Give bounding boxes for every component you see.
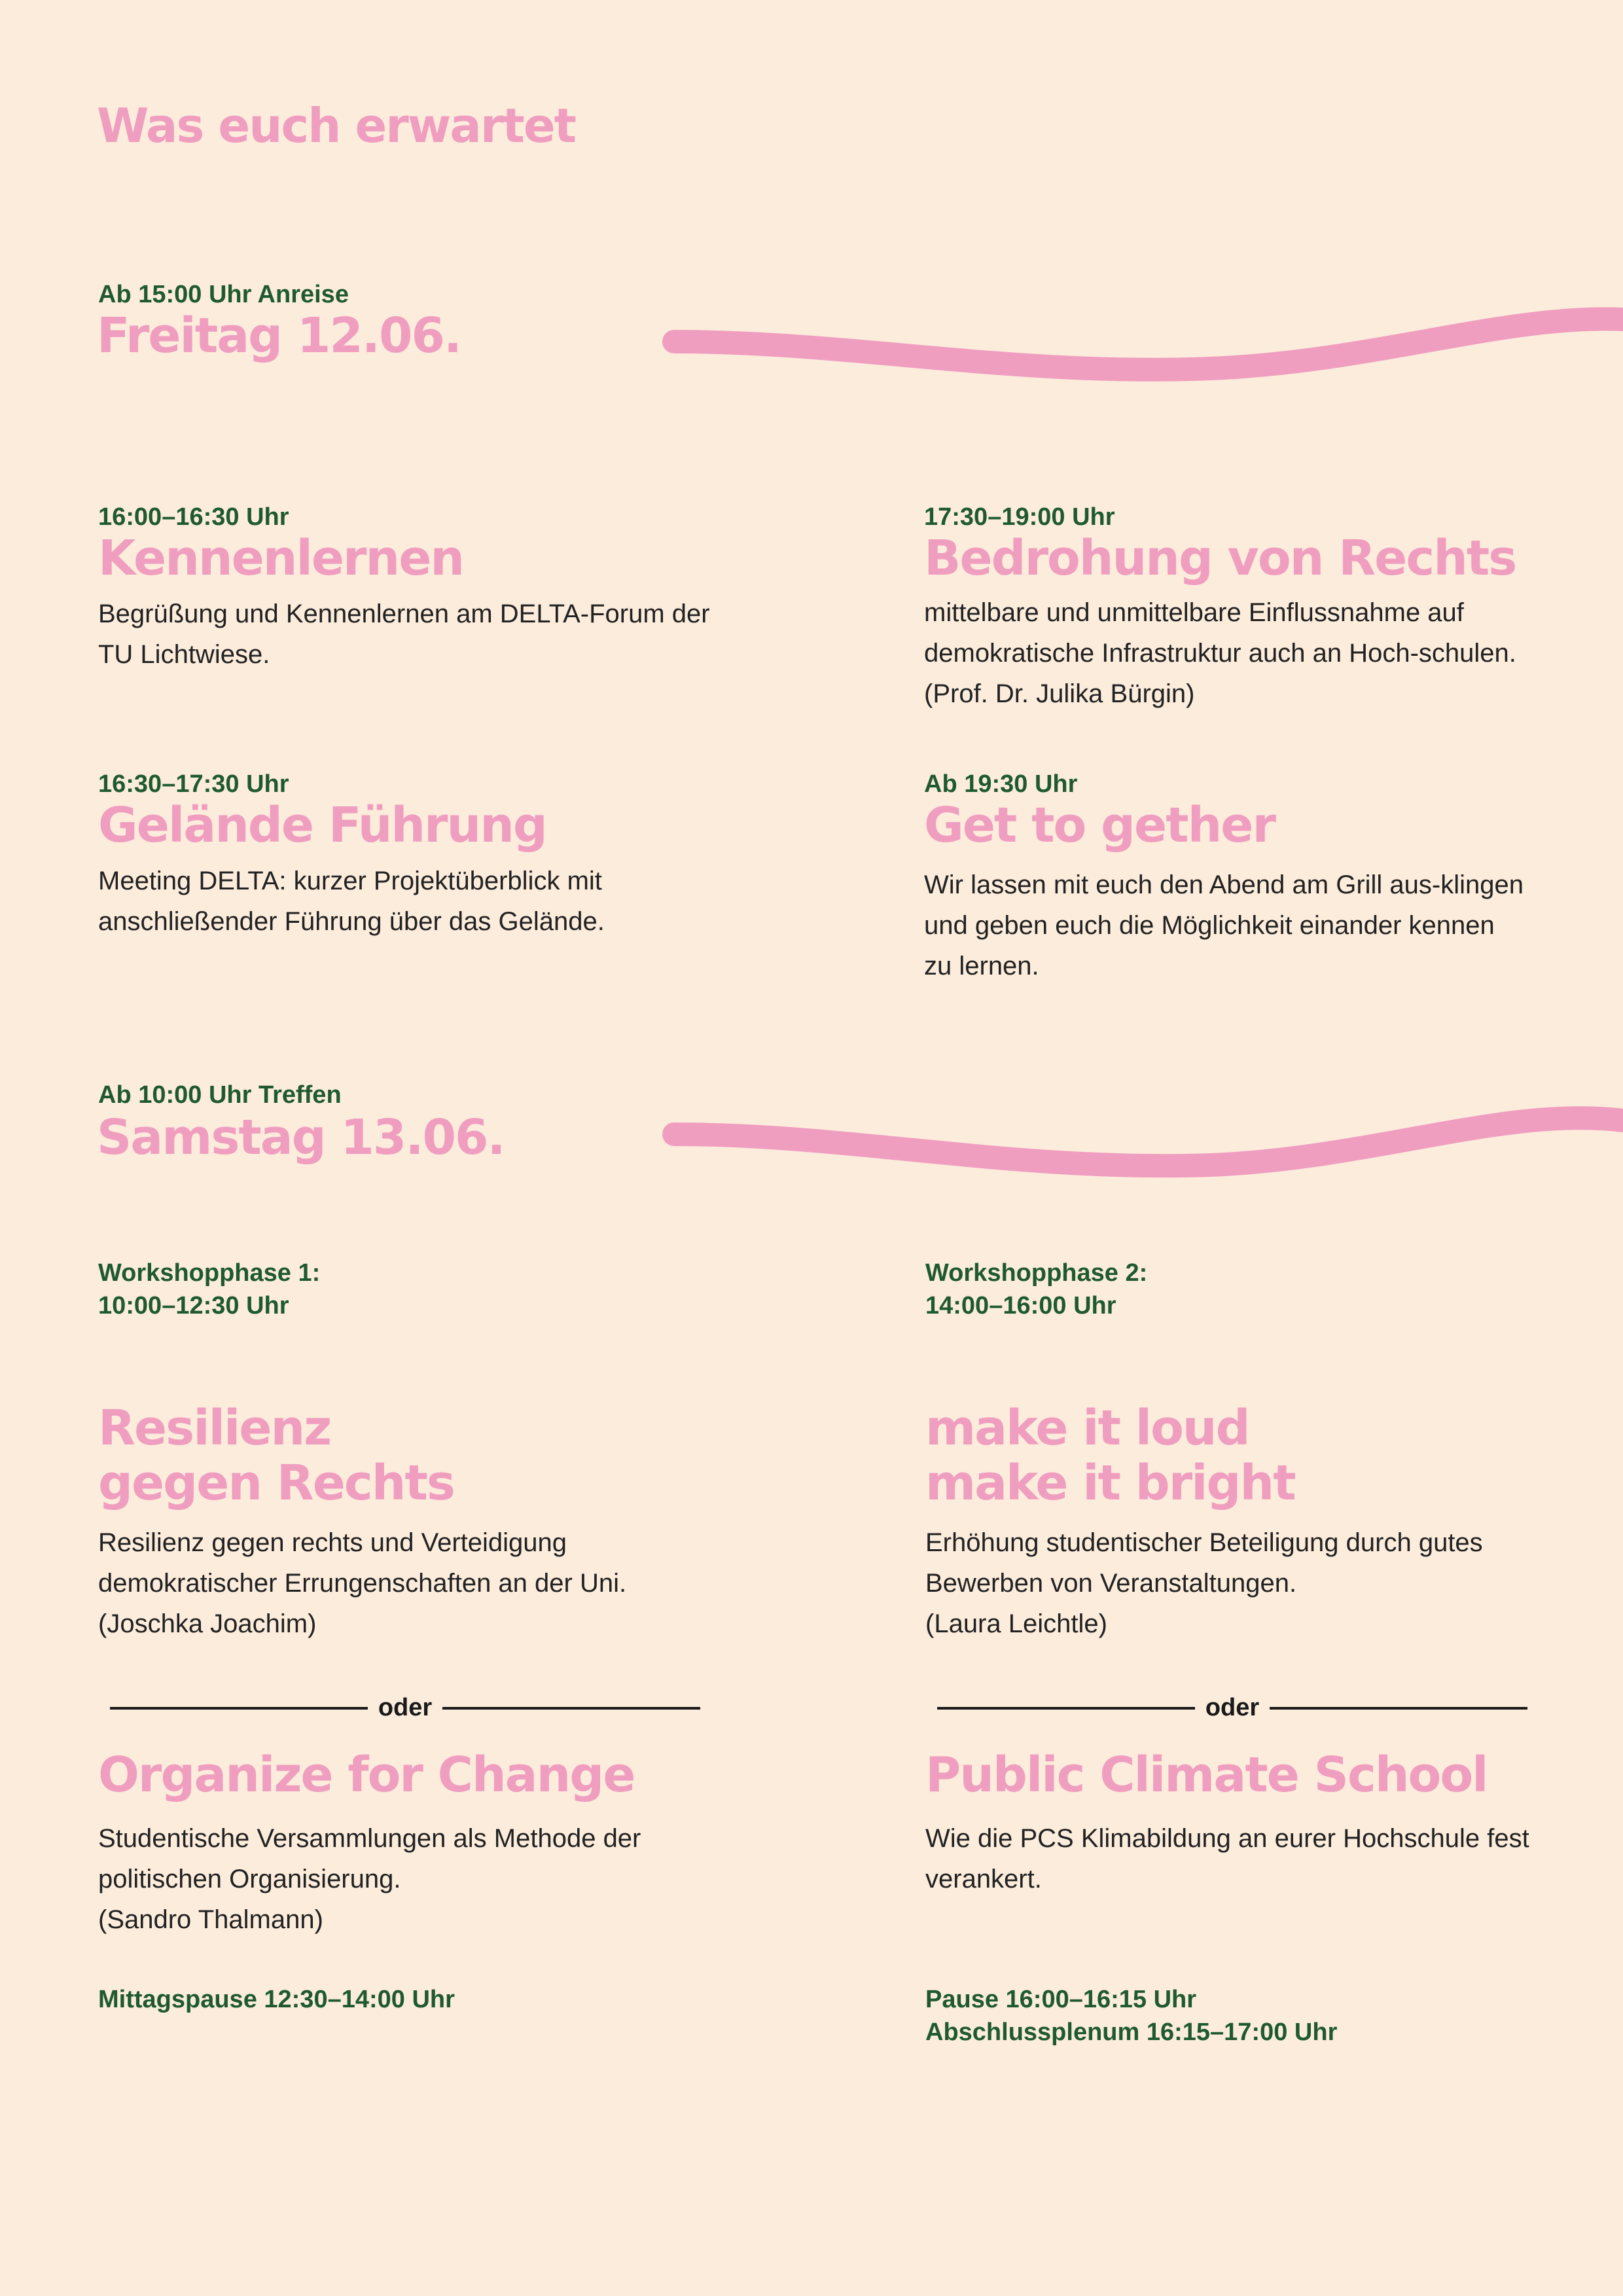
oder-divider bbox=[110, 1694, 700, 1722]
phase-time: 10:00–12:30 Uhr bbox=[98, 1292, 289, 1319]
oder-divider bbox=[937, 1694, 1527, 1722]
workshop-description: Wie die PCS Klimabildung an eurer Hochschule fest verankert. bbox=[925, 1824, 1529, 1893]
workshop-speaker: (Laura Leichtle) bbox=[925, 1609, 1107, 1638]
event-get-together bbox=[924, 768, 1565, 986]
workshop-title-line1: make it loud bbox=[925, 1400, 1249, 1456]
friday-note: Ab 15:00 Uhr Anreise bbox=[98, 281, 349, 308]
event-title: Get to gether bbox=[924, 797, 1275, 853]
event-time: Ab 19:30 Uhr bbox=[924, 770, 1078, 798]
pause-time: Pause 16:00–16:15 Uhr bbox=[925, 1986, 1197, 2013]
workshop-description: Erhöhung studentischer Beteiligung durch gutes Bewerben von Veranstaltungen. bbox=[925, 1528, 1483, 1598]
event-time: 16:30–17:30 Uhr bbox=[98, 770, 289, 798]
oder-label: oder bbox=[1205, 1694, 1260, 1721]
phase-label: Workshopphase 2: bbox=[925, 1259, 1148, 1287]
workshop-title: Organize for Change bbox=[98, 1747, 635, 1803]
event-title: Bedrohung von Rechts bbox=[924, 530, 1516, 586]
event-description: Begrüßung und Kennenlernen am DELTA-Forum der TU Lichtwiese. bbox=[98, 600, 710, 669]
event-time: 17:30–19:00 Uhr bbox=[924, 503, 1115, 531]
event-title: Gelände Führung bbox=[98, 797, 546, 853]
saturday-note: Ab 10:00 Uhr Treffen bbox=[98, 1081, 342, 1109]
oder-label: oder bbox=[378, 1694, 433, 1721]
afternoon-schedule bbox=[925, 1983, 1337, 2049]
workshop-organize bbox=[98, 1748, 753, 1940]
workshop-title-line1: Resilienz bbox=[98, 1400, 331, 1456]
phase-label: Workshopphase 1: bbox=[98, 1259, 321, 1287]
workshop-description: Studentische Versammlungen als Methode der politischen Organisierung. bbox=[98, 1824, 641, 1893]
abschlussplenum-time: Abschlussplenum 16:15–17:00 Uhr bbox=[925, 2018, 1338, 2046]
event-bedrohung bbox=[924, 501, 1565, 714]
workshop-description: Resilienz gegen rechts und Verteidigung demokratischer Errungenschaften an der Uni. bbox=[98, 1528, 627, 1598]
friday-title: Freitag 12.06. bbox=[97, 308, 461, 364]
workshop-make-it-loud bbox=[925, 1401, 1573, 1644]
workshop-title: Public Climate School bbox=[925, 1747, 1488, 1803]
event-title: Kennenlernen bbox=[98, 530, 464, 586]
mittagspause: Mittagspause 12:30–14:00 Uhr bbox=[98, 1986, 455, 2013]
event-description: mittelbare und unmittelbare Einflussnahme auf demokratische Infrastruktur auch an Hoch-schulen. (Prof. Dr. Julika Bürgin) bbox=[924, 598, 1516, 708]
workshop-title-line2: make it bright bbox=[925, 1455, 1295, 1511]
workshop-resilienz bbox=[98, 1401, 753, 1644]
event-description: Meeting DELTA: kurzer Projektüberblick mit anschließender Führung über das Gelände. bbox=[98, 867, 605, 936]
workshop-speaker: (Joschka Joachim) bbox=[98, 1609, 317, 1638]
workshop-speaker: (Sandro Thalmann) bbox=[98, 1905, 323, 1934]
saturday-title: Samstag 13.06. bbox=[97, 1109, 505, 1166]
page-title: Was euch erwartet bbox=[97, 98, 576, 153]
phase-time: 14:00–16:00 Uhr bbox=[925, 1292, 1116, 1319]
event-time: 16:00–16:30 Uhr bbox=[98, 503, 289, 531]
workshop-phase-1-header bbox=[98, 1257, 320, 1322]
workshop-pcs bbox=[925, 1748, 1573, 1899]
workshop-title-line2: gegen Rechts bbox=[98, 1455, 454, 1511]
event-kennenlernen bbox=[98, 501, 753, 675]
workshop-phase-2-header bbox=[925, 1257, 1147, 1322]
event-description: Wir lassen mit euch den Abend am Grill aus-klingen und geben euch die Möglichkeit einander kennen zu lernen. bbox=[924, 870, 1524, 980]
event-gelaende bbox=[98, 768, 753, 942]
